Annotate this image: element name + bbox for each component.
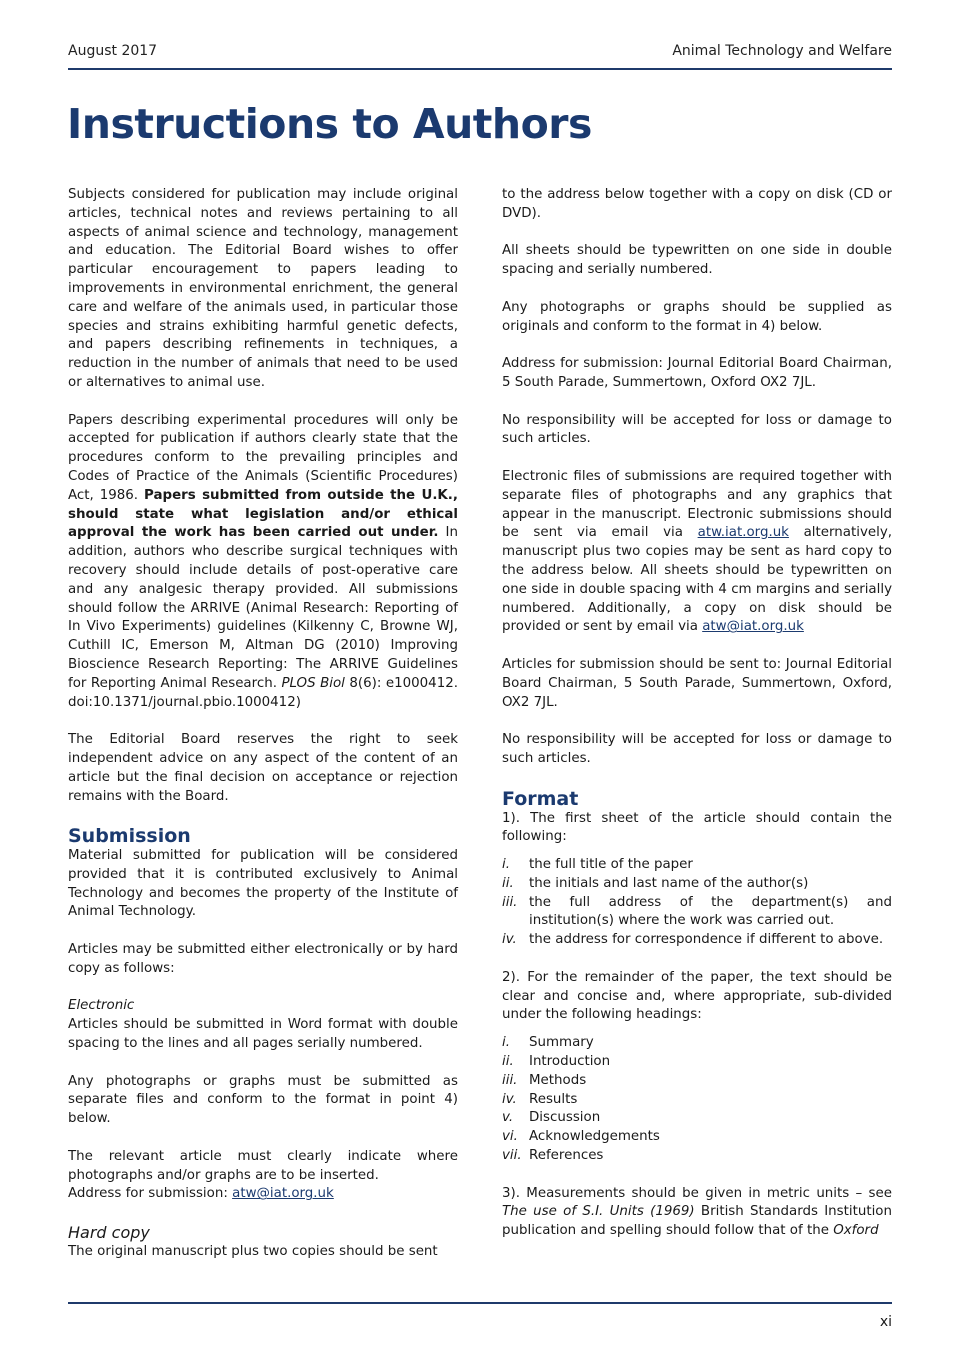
electronic-address: Address for submission: atw@iat.org.uk: [68, 1186, 334, 1202]
intro-paragraph-2: Papers describing experimental procedures will only be accepted for publication if authors clearly state that the procedures conform to the prevailing principles and Codes of Practice of the Animals (Scientific Procedures) Act, 1986. Papers submitted from outside the U.K., should state what legislation and/or ethical approval the work has been carried out under. In addition, authors who describe surgical techniques with recovery should include details of post-operative care and any analgesic therapy provided. All submissions should follow the ARRIVE (Animal Research: Reporting of In Vivo Experiments) guidelines (Kilkenny C, Browne WJ, Cuthill IC, Emerson M, Altman DG (2010) Improving Bioscience Research Reporting: The ARRIVE Guidelines for Reporting Animal Research. PLOS Biol 8(6): e1000412. doi:10.1371/journal.pbio.1000412): [68, 412, 458, 710]
footer-rule: [68, 1302, 892, 1304]
list-item: [502, 1034, 892, 1053]
electronic-paragraph-2: Any photographs or graphs must be submitted as separate files and conform to the format in point 4) below.: [68, 1073, 458, 1127]
continuation-responsibility: No responsibility will be accepted for loss or damage to such articles.: [502, 412, 892, 447]
page-number: xi: [879, 1314, 892, 1330]
list-item-number: ii.: [502, 875, 514, 891]
list-item: [502, 1147, 892, 1166]
submission-paragraph-2: Articles may be submitted either electronically or by hard copy as follows:: [68, 942, 458, 976]
format-heading: Format: [502, 787, 579, 810]
list-item-text: the full address of the department(s) and institution(s) where the work was carried out.: [529, 894, 892, 929]
list-item-number: v.: [502, 1110, 514, 1126]
first-sheet-list: [502, 856, 892, 950]
running-header: [68, 40, 892, 70]
list-item-text: Results: [529, 1091, 578, 1107]
list-item: [502, 1072, 892, 1091]
hardcopy-heading: Hard copy: [68, 1223, 150, 1243]
list-item: [502, 856, 892, 875]
list-item-text: the full title of the paper: [529, 857, 693, 873]
articles-to-paragraph: Articles for submission should be sent to: Journal Editorial Board Chairman, 5 South Parade, Summertown, Oxford, OX2 7JL.: [502, 656, 892, 710]
intro-paragraph-1: Subjects considered for publication may include original articles, technical notes and reviews pertaining to all aspects of animal science and technology, management and education. The Editorial Board wishes to offer particular encouragement to papers leading to improvements in environmental enrichment, the general care and welfare of the animals used, in particular those species and strains exhibiting harmful genetic defects, and papers describing refinements in techniques, a reduction in the number of animals that need to be used or alternatives to animal use.: [68, 187, 458, 390]
list-item-number: iii.: [502, 894, 518, 910]
intro-paragraph-3: The Editorial Board reserves the right to seek independent advice on any aspect of the content of an article but the final decision on acceptance or rejection remains with the Board.: [68, 732, 458, 804]
list-item-number: vii.: [502, 1148, 522, 1164]
list-item: [502, 1109, 892, 1128]
list-item-number: i.: [502, 1035, 510, 1051]
list-item-text: the initials and last name of the author(s): [529, 875, 809, 891]
list-item-text: Introduction: [529, 1054, 611, 1070]
list-item: [502, 894, 892, 932]
list-item-text: Acknowledgements: [529, 1129, 660, 1145]
continuation-paragraph-1: to the address below together with a copy on disk (CD or DVD).: [502, 187, 892, 221]
list-item-number: i.: [502, 857, 510, 873]
submission-paragraph-1: Material submitted for publication will be considered provided that it is contributed exclusively to Animal Technology and becomes the property of the Institute of Animal Technology.: [68, 848, 458, 920]
si-units-citation: The use of S.I. Units (1969): [502, 1204, 695, 1220]
list-item-number: ii.: [502, 1054, 514, 1070]
list-item-text: Discussion: [529, 1110, 601, 1126]
continuation-paragraph-2: All sheets should be typewritten on one side in double spacing and serially numbered.: [502, 243, 892, 278]
format-paragraph-1: 1). The first sheet of the article should contain the following:: [502, 810, 892, 845]
list-item: [502, 1053, 892, 1072]
format-paragraph-3: 3). Measurements should be given in metric units – see The use of S.I. Units (1969) British Standards Institution publication and spelling should follow that of the Oxford: [502, 1185, 892, 1239]
list-item-text: References: [529, 1148, 604, 1164]
header-journal-name: Animal Technology and Welfare: [672, 43, 892, 59]
list-item-text: Methods: [529, 1072, 587, 1088]
submission-email-link-2[interactable]: atw@iat.org.uk: [702, 619, 804, 635]
continuation-address: Address for submission: Journal Editorial Board Chairman, 5 South Parade, Summertown, Oxford OX2 7JL.: [502, 356, 892, 390]
no-responsibility-paragraph: No responsibility will be accepted for loss or damage to such articles.: [502, 732, 892, 766]
electronic-paragraph-1: Articles should be submitted in Word format with double spacing to the lines and all pages serially numbered.: [68, 1017, 458, 1052]
electronic-paragraph-3: The relevant article must clearly indicate where photographs and/or graphs are to be inserted.: [68, 1148, 458, 1183]
electronic-files-paragraph: Electronic files of submissions are required together with separate files of photographs and any graphics that appear in the manuscript. Electronic submissions should be sent via email via atw.iat.org.uk alternatively, manuscript plus two copies may be sent as hard copy to the address below. All sheets should be typewritten on one side in double spacing with 4 cm margins and serially numbered. Additionally, a copy on disk should be provided or sent by email via atw@iat.org.uk: [502, 468, 893, 635]
right-column: [502, 186, 892, 1241]
page-title: Instructions to Authors: [67, 100, 592, 148]
list-item: [502, 1091, 892, 1110]
list-item-number: iv.: [502, 932, 517, 948]
list-item: [502, 1128, 892, 1147]
list-item-number: iii.: [502, 1072, 518, 1088]
hardcopy-paragraph-1: The original manuscript plus two copies should be sent: [68, 1244, 438, 1260]
list-item-number: iv.: [502, 1091, 517, 1107]
submission-website-link[interactable]: atw.iat.org.uk: [697, 525, 789, 541]
header-date: August 2017: [68, 43, 158, 59]
submission-heading: Submission: [68, 825, 191, 848]
headings-list: [502, 1034, 892, 1166]
list-item-text: Summary: [529, 1035, 594, 1051]
list-item: [502, 931, 892, 950]
journal-citation: PLOS Biol: [281, 675, 345, 691]
legislation-notice: Papers submitted from outside the U.K., should state what legislation and/or ethical approval the work has been carried out under.: [68, 487, 458, 541]
list-item: [502, 875, 892, 894]
format-paragraph-2: 2). For the remainder of the paper, the text should be clear and concise and, where appropriate, sub-divided under the following headings:: [502, 969, 892, 1023]
list-item-text: the address for correspondence if different to above.: [529, 932, 884, 948]
submission-email-link[interactable]: atw@iat.org.uk: [232, 1186, 334, 1202]
continuation-paragraph-3: Any photographs or graphs should be supplied as originals and conform to the format in 4) below.: [502, 299, 892, 334]
list-item-number: vi.: [502, 1129, 518, 1145]
left-column: [68, 186, 458, 1262]
header-rule: [68, 68, 892, 70]
electronic-label: Electronic: [68, 998, 135, 1014]
